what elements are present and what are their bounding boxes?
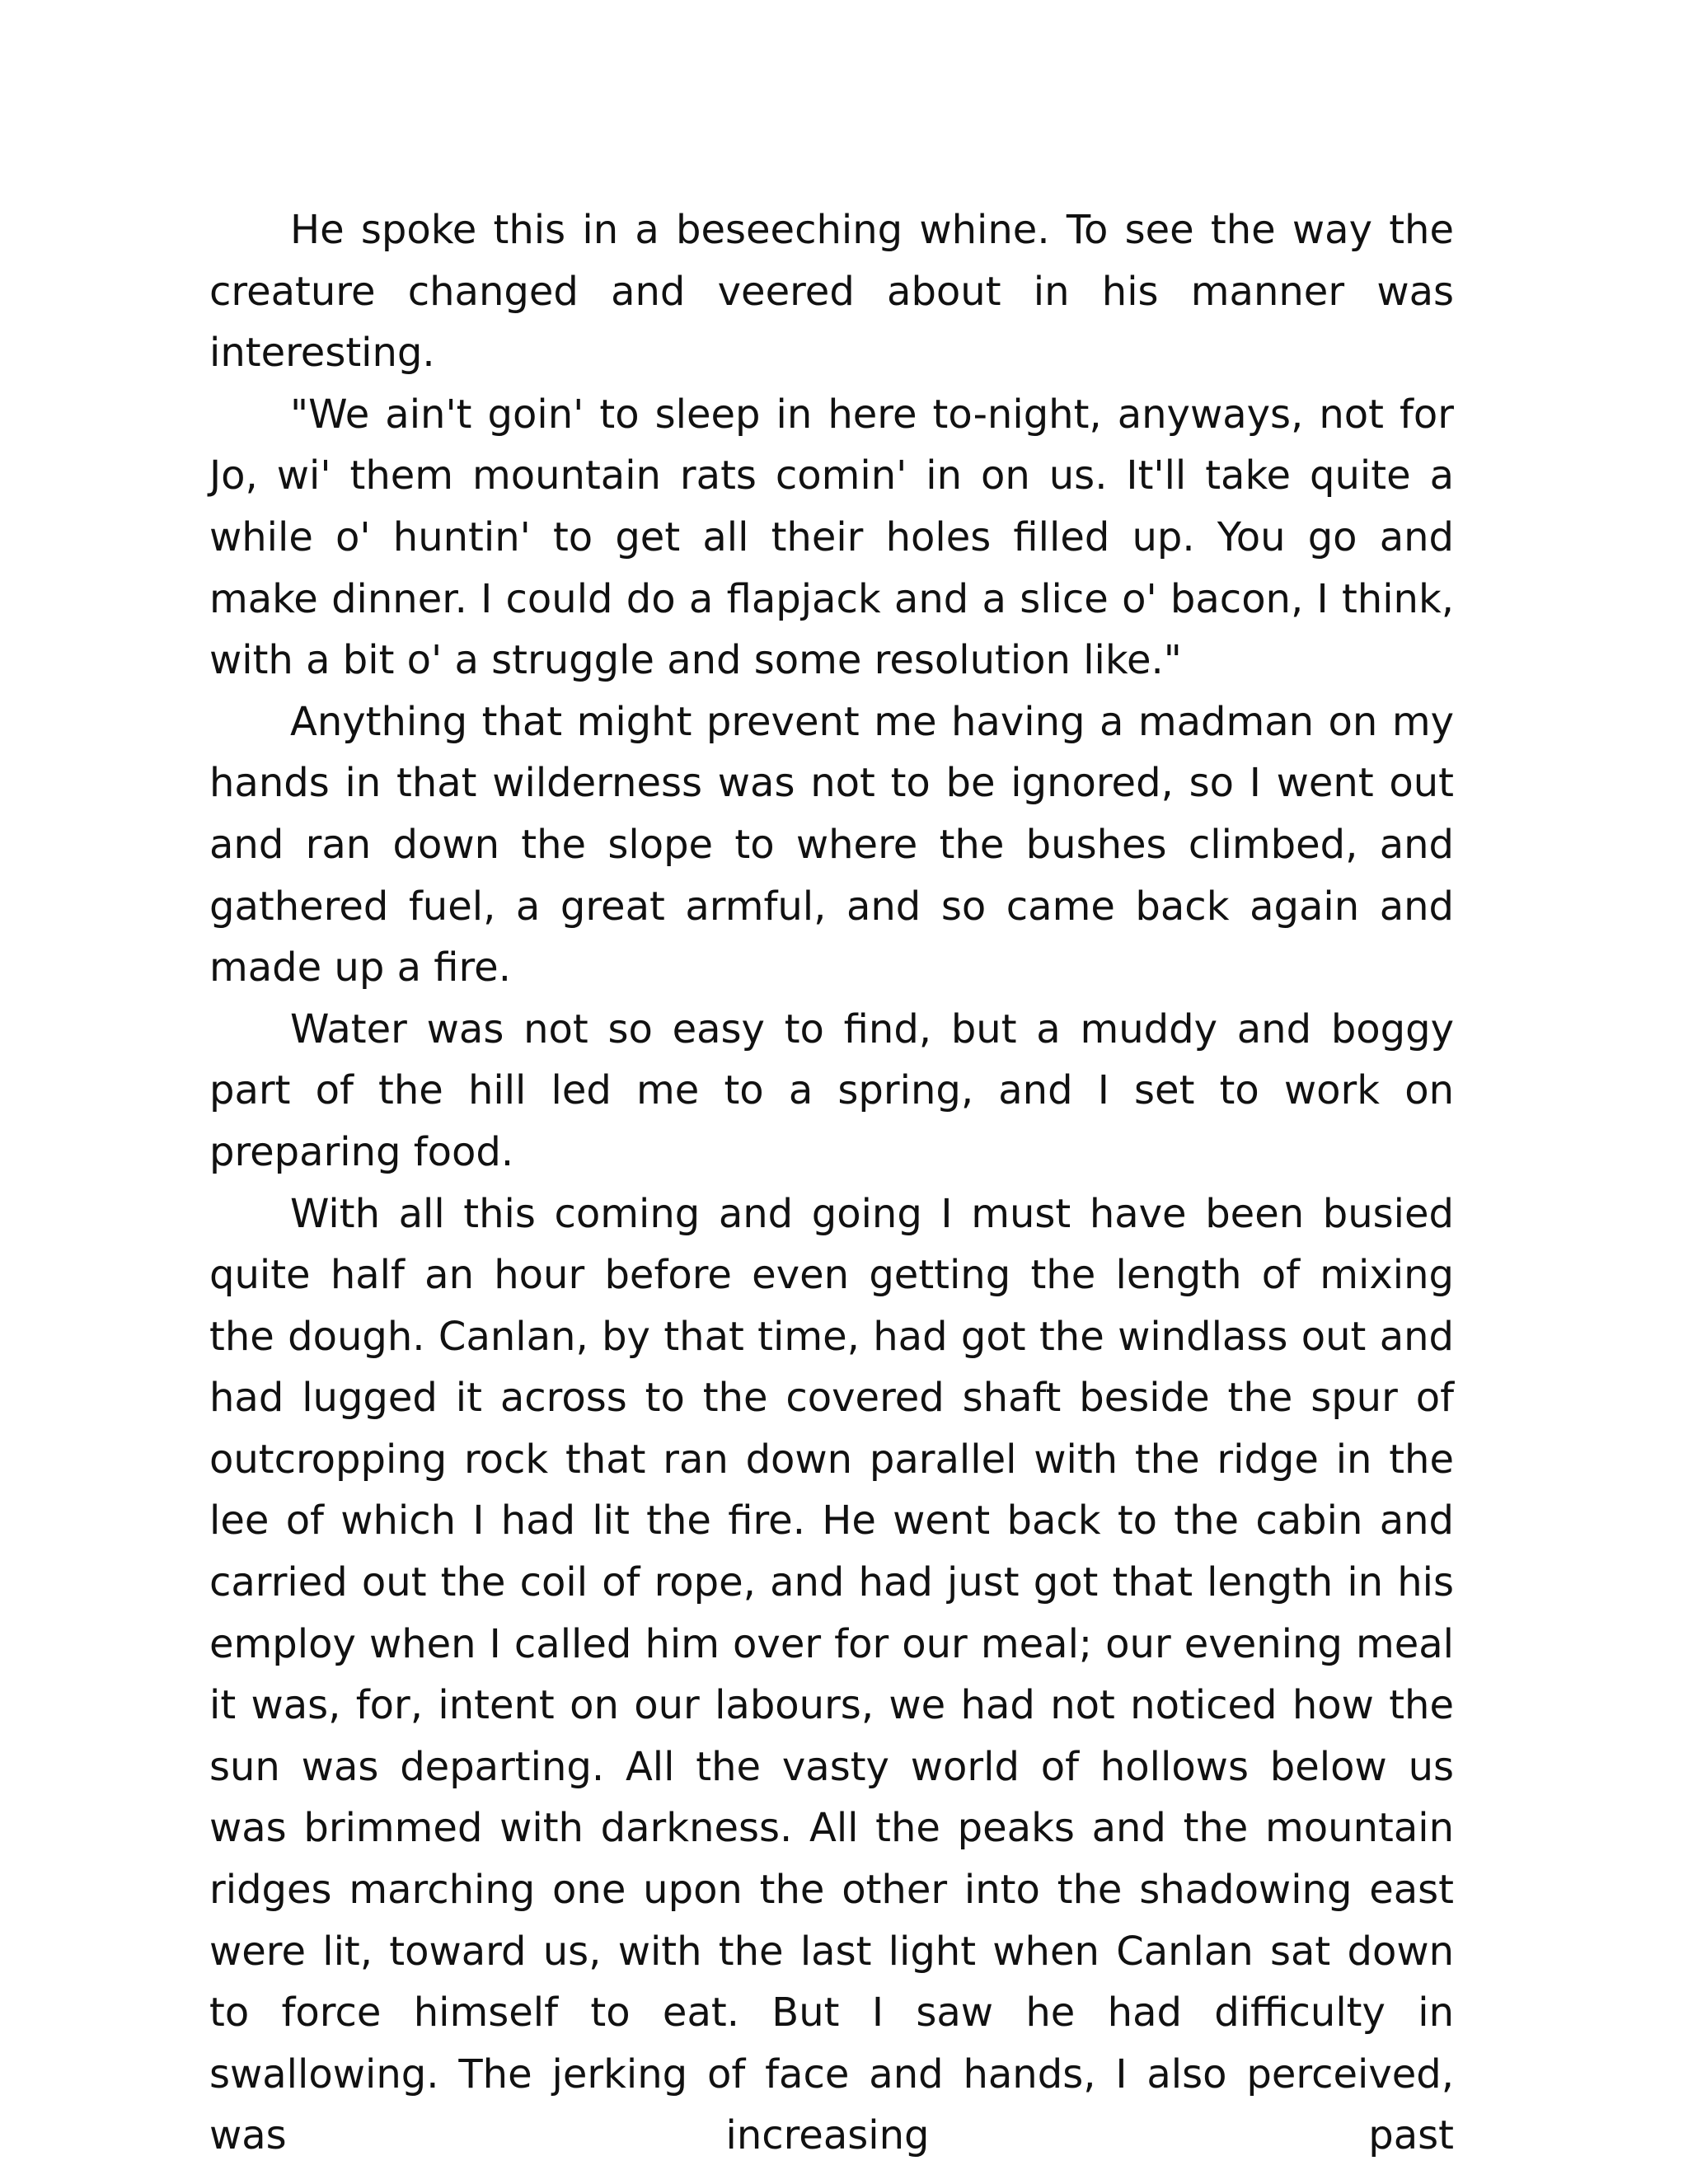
paragraph-1: He spoke this in a beseeching whine. To see the way the creature changed and veered about in his manner was interesting. — [209, 207, 1454, 377]
paragraph-3: Anything that might prevent me having a madman on my hands in that wilderness was not to be ignored, so I went out and ran down the slope to where the bushes climbed, and gathered fuel, a great armful, and so came back again and made up a fire. — [209, 698, 1454, 991]
paragraph-5: With all this coming and going I must have been busied quite half an hour before even getting the length of mixing the dough. Canlan, by that time, had got the windlass out and had lugged it across to the covered shaft beside the spur of outcropping rock that ran down parallel with the ridge in the lee of which I had lit the fire. He went back to the cabin and carried out the coil of rope, and had just got that length in his employ when I called him over for our meal; our evening meal it was, for, intent on our labours, we had not noticed how the sun was departing. All the vasty world of hollows below us was brimmed with darkness. All the peaks and the mountain ridges marching one upon the other into the shadowing east were lit, toward us, with the last light when Canlan sat down to force himself to eat. But I saw he had difficulty in swallowing. The jerking of face and hands, I also perceived, was increasing past — [209, 1190, 1454, 2159]
paragraph-2: "We ain't goin' to sleep in here to-night, anyways, not for Jo, wi' them mountain rats comin' in on us. It'll take quite a while o' huntin' to get all their holes filled up. You go and make dinner. I could do a flapjack and a slice o' bacon, I think, with a bit o' a struggle and some resolution like." — [209, 391, 1454, 684]
paragraph-4: Water was not so easy to find, but a muddy and boggy part of the hill led me to a spring, and I set to work on preparing food. — [209, 1005, 1454, 1175]
page-body — [209, 199, 1454, 2167]
